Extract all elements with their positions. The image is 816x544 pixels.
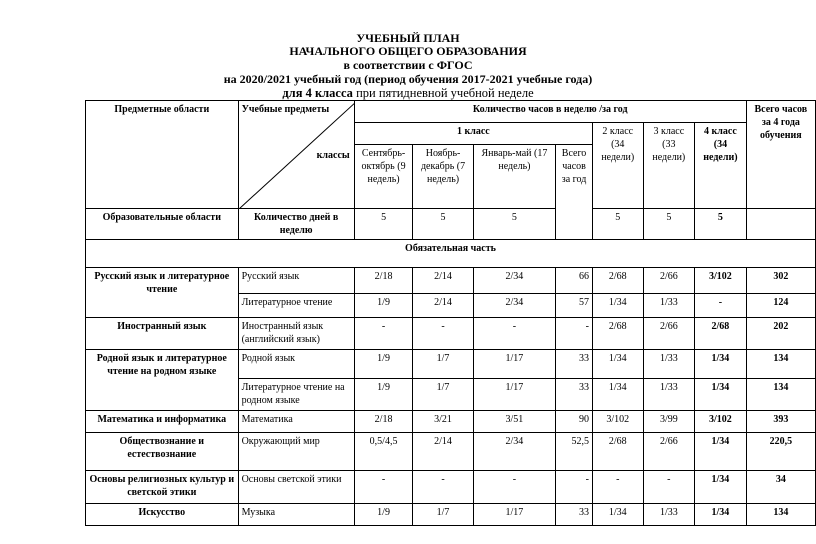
hours-value: - [413,471,473,504]
hours-value: 1/34 [695,379,747,411]
header-subjects-diagonal [238,101,354,209]
hours-value: 1/33 [643,504,695,526]
hours-value: 3/102 [592,411,643,433]
hours-value: - [643,471,695,504]
hours-value: 202 [746,318,815,350]
plan-standard: в соответствии с ФГОС [343,58,473,72]
hours-value: 1/9 [354,294,413,318]
subject-name: Русский язык [238,268,354,294]
header-grade-2: 2 класс (34 недели) [592,123,643,209]
table-row [86,318,816,350]
plan-year: на 2020/2021 учебный год (период обучения 2017-2021 учебные года) [223,72,593,86]
hours-value: 3/99 [643,411,695,433]
hours-value: 1/7 [413,350,473,379]
subject-name: Литературное чтение на родном языке [238,379,354,411]
subject-area: Обществознание и естествознание [86,433,239,471]
hours-value: 2/14 [413,294,473,318]
subject-area: Иностранный язык [86,318,239,350]
subject-area: Искусство [86,504,239,526]
hours-value: 3/51 [473,411,555,433]
hours-value: 3/102 [695,268,747,294]
hours-value: 1/33 [643,294,695,318]
subject-area: Математика и информатика [86,411,239,433]
hours-value: 134 [746,504,815,526]
hours-value: 2/14 [413,268,473,294]
hours-value: 2/34 [473,268,555,294]
subject-area: Основы религиозных культур и светской этики [86,471,239,504]
hours-value: 2/66 [643,318,695,350]
plan-title: УЧЕБНЫЙ ПЛАН [356,31,460,45]
hours-value: 57 [556,294,593,318]
subject-area: Родной язык и литературное чтение на родном языке [86,350,239,411]
subject-area: Русский язык и литературное чтение [86,268,239,318]
days-value: 5 [643,209,695,240]
days-value: 5 [413,209,473,240]
hours-value: - [354,318,413,350]
hours-value: 2/34 [473,433,555,471]
hours-value: 52,5 [556,433,593,471]
hours-value: - [556,471,593,504]
header-nov-dec: Ноябрь-декабрь (7 недель) [413,145,473,209]
hours-value: 134 [746,350,815,379]
hours-value: 2/66 [643,433,695,471]
header-subjects: Учебные предметы [241,104,330,115]
empty-cell [746,209,815,240]
hours-value: 2/34 [473,294,555,318]
hours-value: 1/7 [413,379,473,411]
table-row [86,411,816,433]
hours-value: 2/68 [592,433,643,471]
hours-value: 1/9 [354,350,413,379]
hours-value: - [473,471,555,504]
hours-value: 1/33 [643,379,695,411]
plan-grade: для 4 класса при пятидневной учебной неделе [282,86,534,100]
header-sep-oct: Сентябрь-октябрь (9 недель) [354,145,413,209]
header-hours: Количество часов в неделю /за год [354,101,746,123]
header-grade-4: 4 класс (34 недели) [695,123,747,209]
hours-value: 66 [556,268,593,294]
hours-value: 90 [556,411,593,433]
hours-value: 1/34 [592,504,643,526]
hours-value: 1/7 [413,504,473,526]
hours-value: 124 [746,294,815,318]
hours-value: 1/34 [695,504,747,526]
plan-level: НАЧАЛЬНОГО ОБЩЕГО ОБРАЗОВАНИЯ [289,44,527,58]
hours-value: 33 [556,504,593,526]
hours-value: - [473,318,555,350]
days-value: 5 [592,209,643,240]
table-row [86,471,816,504]
subject-rows [86,268,816,526]
hours-value: 1/34 [592,379,643,411]
hours-value: - [354,471,413,504]
hours-value: - [592,471,643,504]
mandatory-part-heading: Обязательная часть [86,240,816,268]
days-value: 5 [473,209,555,240]
hours-value: 2/18 [354,268,413,294]
subject-name: Родной язык [238,350,354,379]
table-row [86,268,816,294]
subject-name: Окружающий мир [238,433,354,471]
subject-name: Литературное чтение [238,294,354,318]
hours-value: 1/33 [643,350,695,379]
days-label: Количество дней в неделю [238,209,354,240]
table-row [86,433,816,471]
hours-value: 2/68 [592,318,643,350]
header-total-year: Всего часов за год [556,145,593,240]
hours-value: 33 [556,379,593,411]
hours-value: 3/21 [413,411,473,433]
curriculum-table [85,100,816,526]
subject-name: Основы светской этики [238,471,354,504]
hours-value: 2/14 [413,433,473,471]
hours-value: 1/34 [695,433,747,471]
hours-value: - [695,294,747,318]
header-grade-3: 3 класс (33 недели) [643,123,695,209]
edu-areas-label: Образовательные области [86,209,239,240]
hours-value: 34 [746,471,815,504]
hours-value: 33 [556,350,593,379]
hours-value: 1/9 [354,504,413,526]
hours-value: - [413,318,473,350]
hours-value: 220,5 [746,433,815,471]
hours-value: 1/34 [592,350,643,379]
hours-value: 1/17 [473,379,555,411]
header-jan-may: Январь-май (17 недель) [473,145,555,209]
header-subject-areas: Предметные области [86,101,239,209]
hours-value: 2/68 [695,318,747,350]
table-row [86,350,816,379]
days-value: 5 [354,209,413,240]
hours-value: 0,5/4,5 [354,433,413,471]
hours-value: 1/34 [592,294,643,318]
header-total-4-years: Всего часов за 4 года обучения [746,101,815,209]
hours-value: - [556,318,593,350]
hours-value: 1/9 [354,379,413,411]
hours-value: 1/34 [695,471,747,504]
hours-value: 2/18 [354,411,413,433]
hours-value: 302 [746,268,815,294]
days-value: 5 [695,209,747,240]
hours-value: 1/17 [473,504,555,526]
hours-value: 1/17 [473,350,555,379]
subject-name: Иностранный язык (английский язык) [238,318,354,350]
hours-value: 3/102 [695,411,747,433]
hours-value: 393 [746,411,815,433]
subject-name: Музыка [238,504,354,526]
hours-value: 2/66 [643,268,695,294]
header-classes: классы [316,150,350,161]
subject-name: Математика [238,411,354,433]
hours-value: 134 [746,379,815,411]
hours-value: 1/34 [695,350,747,379]
table-row [86,504,816,526]
hours-value: 2/68 [592,268,643,294]
header-grade-1: 1 класс [354,123,592,145]
